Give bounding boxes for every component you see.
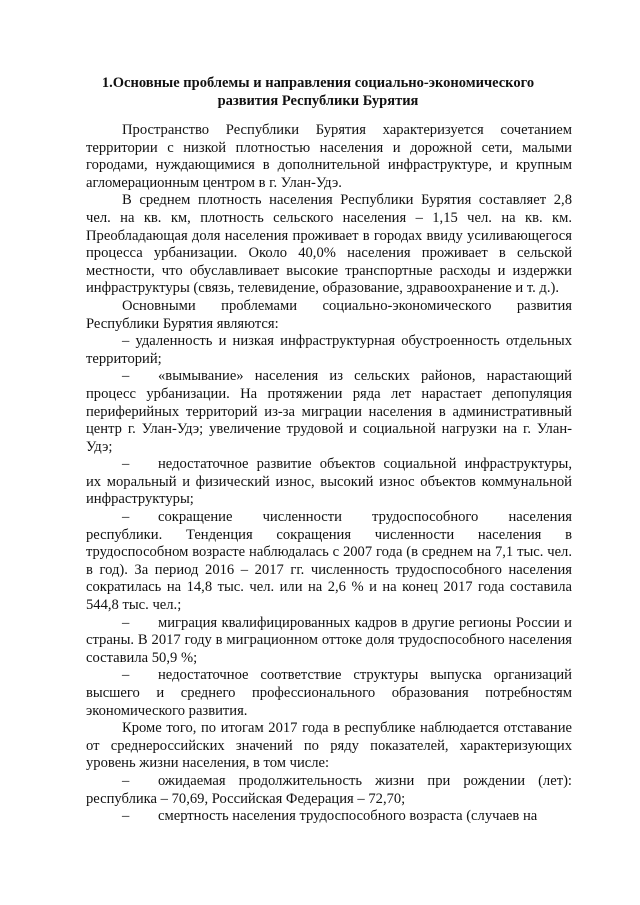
list-item-text: недостаточное развитие объектов социальной инфраструктуры, их моральный и физический износ, высокий износ объектов коммунальной инфраструктуры; <box>86 456 572 508</box>
list-item <box>86 456 572 509</box>
paragraph: Пространство Республики Бурятия характеризуется сочетанием территории с низкой плотностью населения и дорожной сети, малыми городами, нуждающимися в дополнительной инфраструктуре, и крупным агломерационным центром в г. Улан-Удэ. <box>86 122 572 191</box>
list-item <box>86 368 572 456</box>
list-dash: – <box>122 509 130 526</box>
list-dash: – <box>122 614 130 631</box>
list-dash: – <box>122 667 130 684</box>
list-item-text: удаленность и низкая инфраструктурная обустроенность отдельных территорий; <box>86 333 572 367</box>
list-item-text: сокращение численности трудоспособного населения республики. Тенденция сокращения численности населения в трудоспособном возрасте наблюдалась с 2007 года (в среднем на 7,1 тыс. чел. в год). За период 2016 – 2017 гг. численность трудоспособного населения сократилась на 14,8 тыс. чел. или на 2,6 % и на конец 2017 года составила 544,8 тыс. чел.; <box>86 509 572 614</box>
document-body <box>86 122 572 826</box>
list-item-text: миграция квалифицированных кадров в другие регионы России и страны. В 2017 году в миграционном оттоке доля трудоспособного населения составила 50,9 %; <box>86 614 572 666</box>
list-dash: – <box>122 772 130 789</box>
paragraph: В среднем плотность населения Республики Бурятия составляет 2,8 чел. на кв. км, плотность сельского населения – 1,15 чел. на кв. км. Преобладающая доля населения проживает в городах ввиду усиливающегося процесса урбанизации. Около 40,0% населения проживает в сельской местности, что обуславливает высокие транспортные расходы и издержки инфраструктуры (связь, телевидение, образование, здравоохранение и т. д.). <box>86 192 572 297</box>
list-item <box>86 509 572 615</box>
list-item <box>86 773 572 808</box>
list-item-text: «вымывание» населения из сельских районов, нарастающий процесс урбанизации. На протяжении ряда лет нарастает депопуляция периферийных территорий из-за миграции населения в административный центр г. Улан-Удэ; увеличение трудовой и социальной нагрузки на г. Улан-Удэ; <box>86 368 572 455</box>
list-item-text: недостаточное соответствие структуры выпуска организаций высшего и среднего профессионального образования потребностям экономического развития. <box>86 667 572 719</box>
list-dash: – <box>122 456 130 473</box>
list-dash: – <box>122 808 130 825</box>
list-dash: – <box>122 333 130 350</box>
paragraph: Кроме того, по итогам 2017 года в республике наблюдается отставание от среднероссийских значений по ряду показателей, характеризующих уровень жизни населения, в том числе: <box>86 720 572 772</box>
list-item <box>86 615 572 668</box>
list-item-text: ожидаемая продолжительность жизни при рождении (лет): республика – 70,69, Российская Федерация – 72,70; <box>86 772 572 807</box>
list-dash: – <box>122 368 130 385</box>
list-item <box>86 808 572 826</box>
list-item-text: смертность населения трудоспособного возраста (случаев на <box>158 808 538 825</box>
list-item <box>86 333 572 368</box>
paragraph: Основными проблемами социально-экономического развития Республики Бурятия являются: <box>86 297 572 332</box>
page-title: 1.Основные проблемы и направления социально-экономического развития Республики Бурятия <box>101 75 535 109</box>
list-item <box>86 667 572 720</box>
